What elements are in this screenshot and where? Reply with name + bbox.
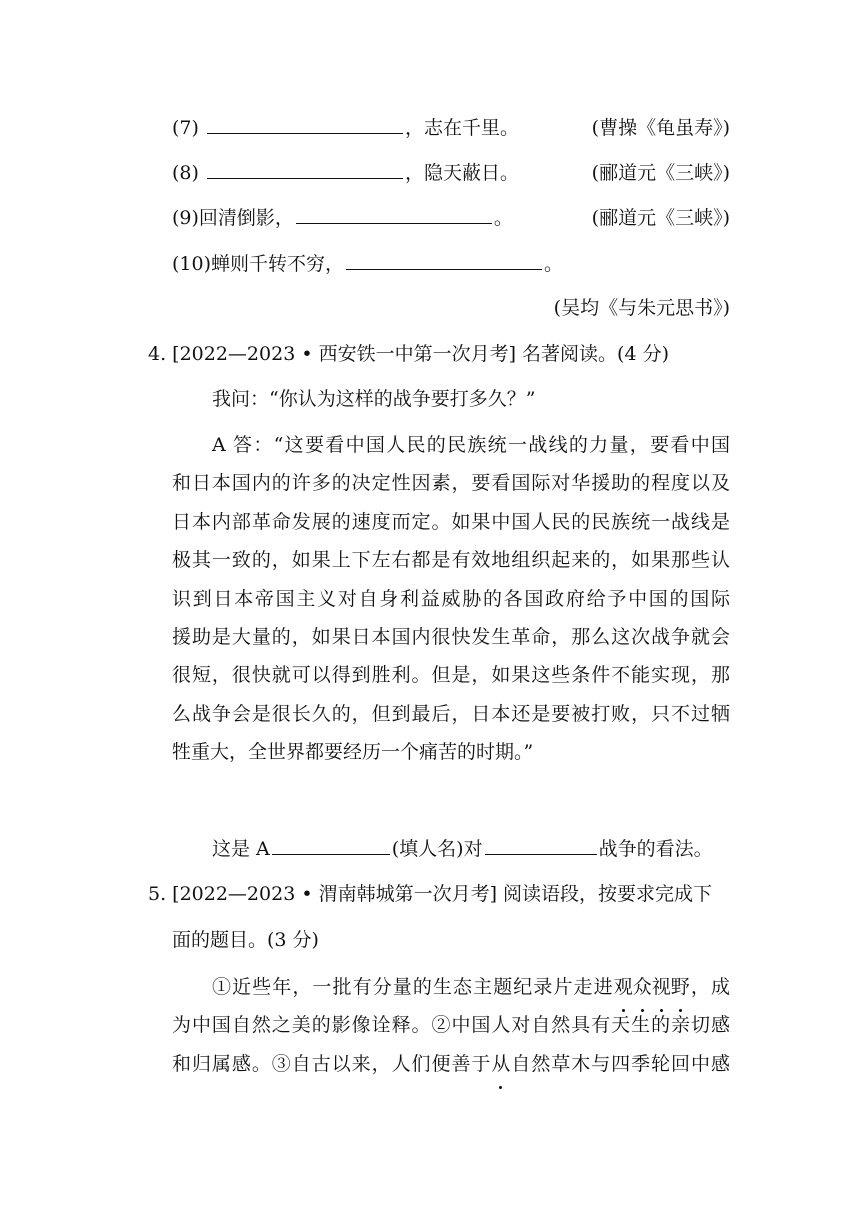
passage-line: 为中国自然之美的影像诠释。②中国人对自然具有天生的亲切感 [172,1014,730,1037]
item-9-source: (郦道元《三峡》) [591,207,730,229]
passage-line: 么战争会是很长久的，但到最后，日本还是要被打败，只不过牺 [172,702,730,725]
item-7-source: (曹操《龟虽寿》) [591,117,730,139]
item-8-number: (8) [172,162,205,184]
passage-text: ①近些年，一批有分量的生态主题纪录片走进 [212,976,614,998]
item-7-text: ，志在千里。 [404,117,519,139]
dotted-char: 众 [633,968,652,1006]
answer-blank-9[interactable] [296,205,492,224]
question-4-header: 4. [2022—2023 • 西安铁一中第一次月考] 名著阅读。(4 分) [148,343,669,365]
passage-line: 极其一致的，如果上下左右都是有效地组织起来的，如果那些认 [172,549,730,572]
item-10-source: (吴均《与朱元思书》) [553,297,730,319]
item-9-text: (9)回清倒影， [172,207,294,229]
item-10-end: 。 [544,253,564,275]
dotted-char: 观 [614,968,633,1006]
dotted-char: 从 [491,1045,510,1083]
item-9 [172,204,513,232]
passage-5 [172,968,730,1083]
item-10-text: (10)蝉则千转不穷， [172,253,345,275]
passage-line: 牲重大，全世界都要经历一个痛苦的时期。” [172,741,534,764]
item-10 [172,250,563,278]
question-5-header-cont: 面的题目。(3 分) [172,929,319,951]
passage-line: 很短，很快就可以得到胜利。但是，如果这些条件不能实现，那 [172,664,730,687]
passage-4 [172,426,730,772]
item-7-number: (7) [172,117,205,139]
passage-text: 自然草木与四季轮回中感 [510,1052,730,1075]
answer-blank-person[interactable] [272,836,390,855]
answer-blank-war[interactable] [485,836,597,855]
passage-line [172,968,730,1006]
passage-text: 和归属感。③自古以来，人们便善于 [172,1052,492,1075]
item-8 [172,159,519,187]
question-4-fill [212,835,713,863]
fill-text-c: 战争的看法。 [598,838,713,860]
item-8-source: (郦道元《三峡》) [591,162,730,184]
passage-line: 识到日本帝国主义对自身利益威胁的各国政府给予中国的国际 [172,587,730,610]
item-8-text: ，隐天蔽日。 [404,162,519,184]
fill-text-b: (填人名)对 [391,838,483,860]
dotted-char: 视 [652,968,671,1006]
dotted-char: 野 [671,968,690,1006]
passage-line: 我问：“你认为这样的战争要打多久？” [212,388,536,410]
answer-blank-8[interactable] [207,160,403,179]
question-5-header: 5. [2022—2023 • 渭南韩城第一次月考] 阅读语段，按要求完成下 [148,883,713,905]
passage-line: 和日本国内的许多的决定性因素，要看国际对华援助的程度以及 [172,472,730,495]
item-9-end: 。 [493,207,513,229]
passage-line [172,1045,730,1083]
passage-line: 援助是大量的，如果日本国内很快发生革命，那么这次战争就会 [172,625,730,648]
passage-text: ，成 [689,976,730,998]
passage-line: 日本内部革命发展的速度而定。如果中国人民的民族统一战线是 [172,510,730,533]
passage-line: A 答：“这要看中国人民的民族统一战线的力量，要看中国 [212,434,730,456]
answer-blank-10[interactable] [346,251,542,270]
fill-text-a: 这是 A [212,838,270,860]
answer-blank-7[interactable] [207,115,403,134]
item-7 [172,114,519,142]
